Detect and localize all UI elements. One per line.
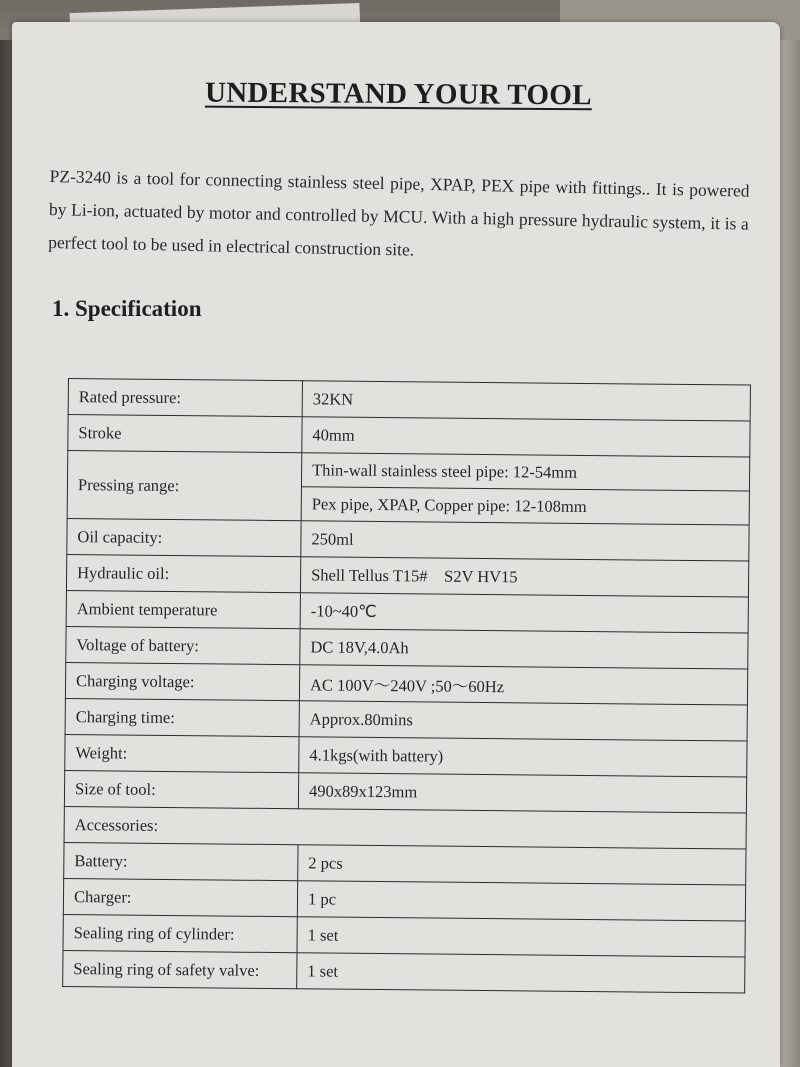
- spec-value: AC 100V～240V ;50～60Hz: [299, 665, 747, 705]
- spec-value: Thin-wall stainless steel pipe: 12-54mm: [301, 453, 749, 491]
- spec-group-label: Accessories:: [64, 806, 746, 849]
- spec-label: Ambient temperature: [66, 590, 300, 628]
- spec-value: 250ml: [301, 521, 749, 561]
- spec-value: 490x89x123mm: [298, 773, 746, 813]
- spec-label: Charging time:: [65, 698, 299, 736]
- table-row: [67, 451, 749, 492]
- spec-value: Pex pipe, XPAP, Copper pipe: 12-108mm: [301, 487, 749, 525]
- table-row: [63, 950, 745, 993]
- spec-value: -10~40℃: [300, 593, 748, 633]
- spec-label: Weight:: [65, 734, 299, 772]
- spec-value: 4.1kgs(with battery): [299, 737, 747, 777]
- spec-label: Battery:: [64, 842, 298, 880]
- spec-label: Sealing ring of safety valve:: [63, 950, 297, 988]
- spec-value: Approx.80mins: [299, 701, 747, 741]
- specification-table: [62, 378, 751, 994]
- spec-label: Sealing ring of cylinder:: [63, 914, 297, 952]
- spec-value: 32KN: [302, 381, 750, 421]
- spec-label: Charging voltage:: [65, 662, 299, 700]
- spec-value: 1 set: [297, 953, 745, 993]
- spec-label: Hydraulic oil:: [66, 554, 300, 592]
- spec-value: 2 pcs: [298, 845, 746, 885]
- spec-label: Stroke: [68, 415, 302, 453]
- spec-value: DC 18V,4.0Ah: [300, 629, 748, 669]
- spec-label: Charger:: [63, 878, 297, 916]
- spec-value: 1 pc: [297, 881, 745, 921]
- spec-label: Pressing range:: [67, 451, 302, 521]
- spec-value: Shell Tellus T15# S2V HV15: [300, 557, 748, 597]
- spec-label: Size of tool:: [64, 770, 298, 808]
- intro-paragraph: PZ-3240 is a tool for connecting stainless steel pipe, XPAP, PEX pipe with fittings.. It is powered by Li-ion, actuated by motor and controlled by MCU. With a high pressure hydraulic system, it is a perfect tool to be used in electrical construction site.: [48, 165, 750, 260]
- spec-label: Rated pressure:: [68, 379, 302, 417]
- spec-label: Voltage of battery:: [66, 626, 300, 664]
- spec-value: 1 set: [297, 917, 745, 957]
- section-heading: 1. Specification: [52, 296, 202, 321]
- spec-label: Oil capacity:: [67, 518, 301, 556]
- spec-value: 40mm: [302, 417, 750, 457]
- page-title: UNDERSTAND YOUR TOOL: [204, 76, 592, 112]
